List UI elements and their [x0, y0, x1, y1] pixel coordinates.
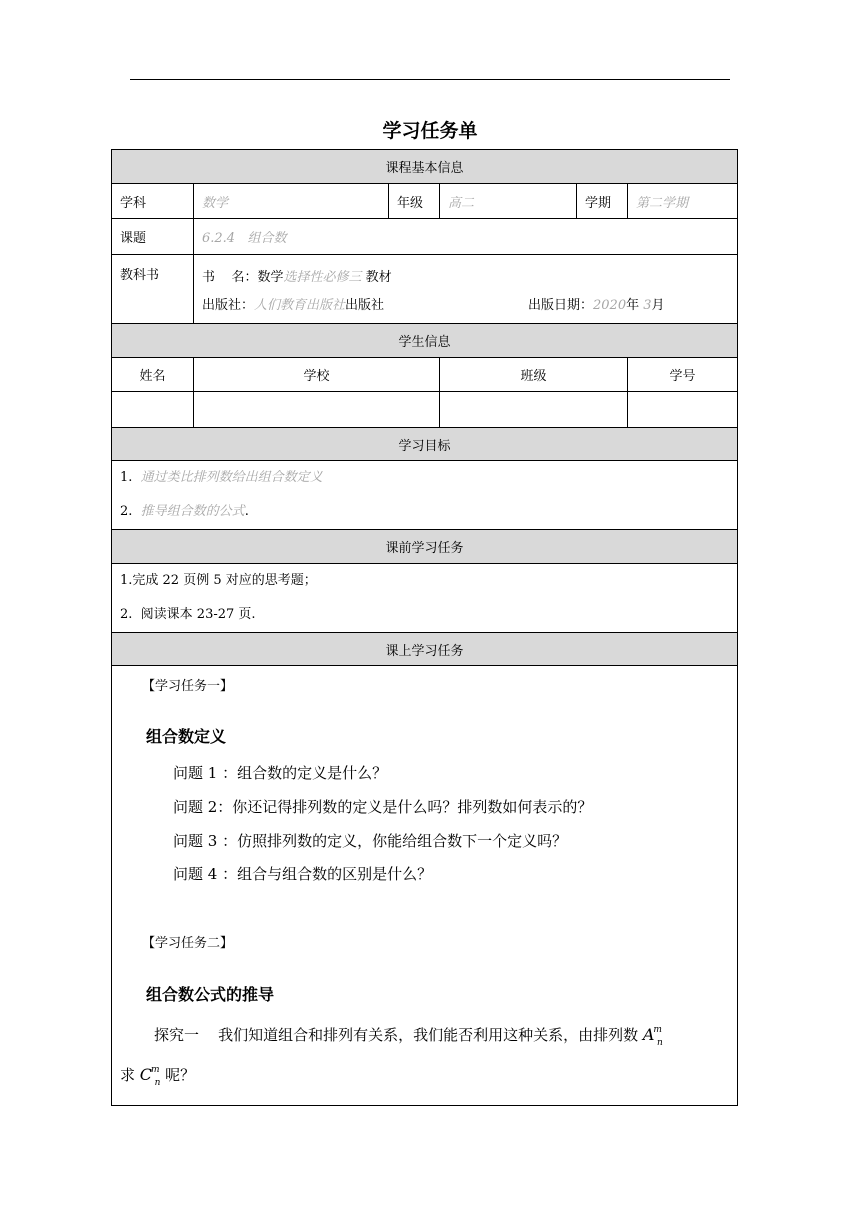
section-pre-tasks	[112, 530, 738, 564]
section-title-pre-tasks: 课前学习任务	[112, 530, 738, 564]
book-name-prefix: 书 名：数学	[202, 270, 284, 285]
goal-number: 2.	[120, 504, 133, 519]
explore-text: 探究一 我们知道组合和排列有关系，我们能否利用这种关系，由排列数	[154, 1026, 643, 1044]
task2-heading: 组合数公式的推导	[146, 985, 275, 1004]
section-class-tasks	[112, 633, 738, 666]
formula-a-sub: n	[656, 1038, 663, 1048]
date-month[interactable]: 3	[643, 298, 652, 313]
book-name-value[interactable]: 选择性必修三	[283, 270, 362, 285]
question-3: 问题 3 ：仿照排列数的定义，你能给组合数下一个定义吗？	[173, 832, 568, 850]
goals-list	[112, 461, 738, 530]
section-title-goals: 学习目标	[112, 428, 738, 461]
goal-text[interactable]: 通过类比排列数给出组合数定义	[140, 470, 323, 485]
publisher-value[interactable]: 人们教育出版社	[254, 298, 346, 313]
subject-value[interactable]: 数学	[194, 184, 389, 219]
formula-c	[139, 1065, 161, 1088]
question-1: 问题 1 ：组合数的定义是什么？	[173, 764, 388, 782]
student-id-input[interactable]	[628, 392, 738, 428]
book-name-line	[202, 264, 729, 292]
row-subject	[112, 184, 738, 219]
student-class-input[interactable]	[440, 392, 628, 428]
question-4: 问题 4 ：组合与组合数的区别是什么？	[173, 865, 433, 883]
formula-c-sup: m	[151, 1065, 160, 1075]
student-name-input[interactable]	[112, 392, 194, 428]
student-header-school: 学校	[194, 358, 440, 392]
row-student-headers	[112, 358, 738, 392]
grade-value[interactable]: 高二	[440, 184, 577, 219]
formula-a	[642, 1025, 663, 1048]
explore-tail	[120, 1064, 195, 1088]
section-student-info	[112, 324, 738, 358]
section-title-basic-info: 课程基本信息	[112, 150, 738, 184]
publisher-suffix: 出版社	[345, 298, 385, 313]
formula-a-letter: A	[642, 1025, 655, 1044]
goal-text[interactable]: 推导组合数的公式	[140, 504, 245, 519]
explore-tail-prefix: 求	[120, 1066, 140, 1084]
date-prefix: 出版日期：	[528, 298, 594, 313]
goal-item	[120, 495, 729, 529]
date-year[interactable]: 2020	[593, 298, 627, 313]
date-year-unit: 年	[626, 298, 644, 313]
task1-heading: 组合数定义	[146, 727, 227, 746]
pre-task-item: 1.完成 22 页例 5 对应的思考题；	[120, 573, 317, 588]
explore-line	[154, 1024, 663, 1048]
task-sheet-table	[111, 149, 738, 1106]
row-goals	[112, 461, 738, 530]
pre-tasks-list	[112, 564, 738, 633]
formula-c-letter: C	[139, 1065, 153, 1084]
book-name-suffix: 教材	[361, 270, 392, 285]
date-month-unit: 月	[651, 298, 665, 313]
question-2: 问题 2：你还记得排列数的定义是什么吗？排列数如何表示的？	[173, 798, 593, 816]
section-title-class-tasks: 课上学习任务	[112, 633, 738, 666]
formula-c-sub: n	[154, 1078, 161, 1088]
student-header-class	[440, 358, 628, 392]
textbook-value	[194, 255, 738, 324]
row-student-inputs	[112, 392, 738, 428]
subject-label: 学科	[112, 184, 194, 219]
publisher-line	[202, 292, 729, 320]
section-title-student-info: 学生信息	[112, 324, 738, 358]
row-topic	[112, 219, 738, 255]
goal-suffix: .	[244, 504, 249, 519]
student-header-class-text: 班级	[520, 369, 547, 384]
student-header-name: 姓名	[112, 358, 194, 392]
pre-task-item: 2. 阅读课本 23-27 页.	[120, 607, 256, 622]
formula-a-sup: m	[653, 1025, 662, 1035]
class-tasks-body	[112, 666, 737, 1104]
goal-item	[120, 461, 729, 495]
grade-label: 年级	[389, 184, 440, 219]
header-rule	[130, 79, 730, 80]
publisher-prefix: 出版社：	[202, 298, 255, 313]
goal-number: 1.	[120, 470, 133, 485]
student-school-input[interactable]	[194, 392, 440, 428]
task2-label: 【学习任务二】	[142, 936, 234, 951]
section-basic-info	[112, 150, 738, 184]
section-goals	[112, 428, 738, 461]
row-class-tasks	[112, 666, 738, 1106]
row-pre-tasks	[112, 564, 738, 633]
publish-date	[528, 292, 665, 320]
page-title: 学习任务单	[382, 120, 478, 142]
explore-tail-suffix: 呢？	[160, 1066, 196, 1084]
textbook-label: 教科书	[112, 255, 194, 324]
topic-value[interactable]: 6.2.4 组合数	[194, 219, 738, 255]
row-textbook	[112, 255, 738, 324]
topic-label: 课题	[112, 219, 194, 255]
term-value[interactable]: 第二学期	[628, 184, 738, 219]
task1-label: 【学习任务一】	[142, 679, 234, 694]
term-label: 学期	[577, 184, 628, 219]
class-tasks-content	[112, 666, 738, 1106]
student-header-id: 学号	[628, 358, 738, 392]
